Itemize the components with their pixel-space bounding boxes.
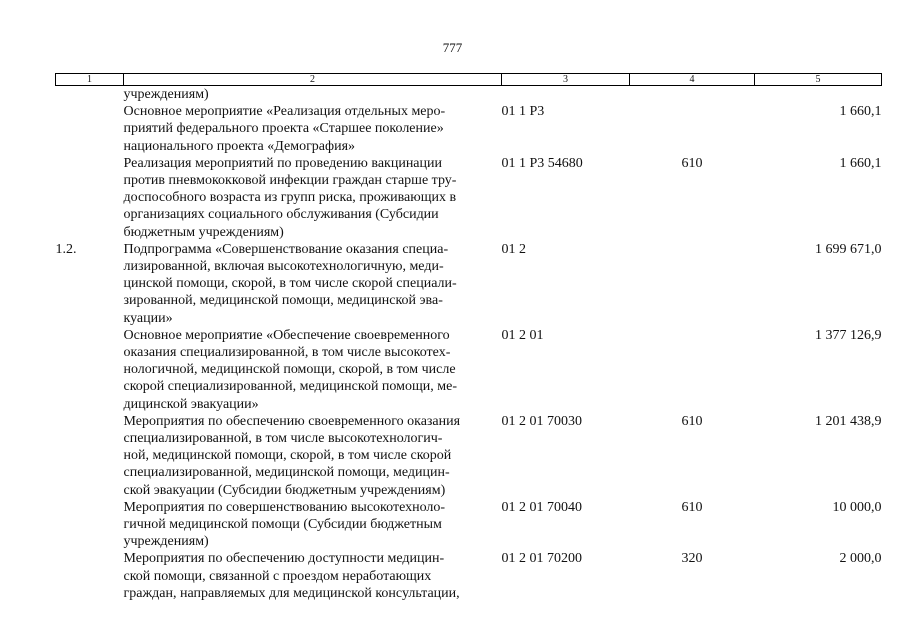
target-code-cell: 01 2 01 70030 xyxy=(501,413,582,429)
target-code-cell: 01 2 01 70200 xyxy=(501,551,582,567)
expense-type-cell xyxy=(630,327,755,413)
table-row xyxy=(56,103,882,155)
target-code-cell xyxy=(502,86,630,104)
table-row xyxy=(56,241,882,327)
table-row xyxy=(56,155,882,241)
table-row xyxy=(56,499,882,551)
item-number-cell: 1.2. xyxy=(55,241,77,257)
target-code-cell: 01 2 xyxy=(501,241,526,257)
table-row xyxy=(56,413,882,499)
table-row xyxy=(56,550,882,602)
item-number-cell xyxy=(56,327,124,413)
amount-cell: 2 000,0 xyxy=(839,551,882,567)
item-name-cell: Мероприятия по обеспечению доступности медицин- ской помощи, связанной с проездом неработающих граждан, направляемых для медицинской консультации, xyxy=(123,551,460,601)
expense-type-cell xyxy=(630,103,755,155)
item-number-cell xyxy=(56,103,124,155)
item-number-cell xyxy=(56,155,124,241)
budget-table xyxy=(55,73,882,602)
item-name-cell: Основное мероприятие «Обеспечение своевременного оказания специализированной, в том числе высокотех- нологичной, медицинской помощи, скорой, в том числе скорой специализированной, медицинской помощи, ме- дицинской эвакуации» xyxy=(123,327,458,412)
amount-cell: 1 660,1 xyxy=(839,104,882,120)
column-header-5: 5 xyxy=(755,74,882,86)
column-number-header-row xyxy=(56,74,882,86)
page-number: 777 xyxy=(442,40,463,55)
column-header-2: 2 xyxy=(124,74,502,86)
expense-type-cell: 610 xyxy=(681,155,703,171)
table-row xyxy=(56,86,882,104)
item-name-cell: Мероприятия по обеспечению своевременного оказания специализированной, в том числе высокотехнологич- ной, медицинской помощи, скорой, в том числе скорой специализированной, медицинской помощи, медицин- ской эвакуации (Субсидии бюджетным учреждениям) xyxy=(123,413,461,498)
column-header-1: 1 xyxy=(56,74,124,86)
expense-type-cell xyxy=(630,86,755,104)
expense-type-cell: 610 xyxy=(681,413,703,429)
target-code-cell: 01 1 P3 54680 xyxy=(501,155,583,171)
amount-cell: 1 201 438,9 xyxy=(815,413,882,429)
item-name-cell: Основное мероприятие «Реализация отдельных меро- приятий федерального проекта «Старшее поколение» национального проекта «Демография» xyxy=(123,104,446,154)
amount-cell: 1 377 126,9 xyxy=(815,327,882,343)
budget-table-body xyxy=(56,86,882,603)
column-header-4: 4 xyxy=(630,74,755,86)
expense-type-cell: 320 xyxy=(681,551,703,567)
item-name-cell: Мероприятия по совершенствованию высокотехноло- гичной медицинской помощи (Субсидии бюджетным учреждениям) xyxy=(123,499,446,550)
item-name-cell: учреждениям) xyxy=(123,87,209,102)
target-code-cell: 01 2 01 70040 xyxy=(501,499,582,515)
expense-type-cell: 610 xyxy=(681,499,703,515)
item-name-cell: Реализация мероприятий по проведению вакцинации против пневмококковой инфекции граждан старше тру- доспособного возраста из групп риска, проживающих в организациях социального обслуживания (Субсидии бюджетным учреждениям) xyxy=(123,155,457,240)
amount-cell: 1 699 671,0 xyxy=(815,241,882,257)
target-code-cell: 01 1 P3 xyxy=(501,104,545,120)
item-number-cell xyxy=(56,499,124,551)
item-number-cell xyxy=(56,413,124,499)
amount-cell xyxy=(755,86,882,104)
item-name-cell: Подпрограмма «Совершенствование оказания специа- лизированной, включая высокотехнологичную, меди- цинской помощи, скорой, в том числе скорой специали- зированной, медицинской помощи, медицинской эва- куации» xyxy=(123,241,457,326)
expense-type-cell xyxy=(630,241,755,327)
item-number-cell xyxy=(56,86,124,104)
column-header-3: 3 xyxy=(502,74,630,86)
amount-cell: 1 660,1 xyxy=(839,155,882,171)
amount-cell: 10 000,0 xyxy=(832,499,882,515)
item-number-cell xyxy=(56,550,124,602)
table-row xyxy=(56,327,882,413)
target-code-cell: 01 2 01 xyxy=(501,327,544,343)
